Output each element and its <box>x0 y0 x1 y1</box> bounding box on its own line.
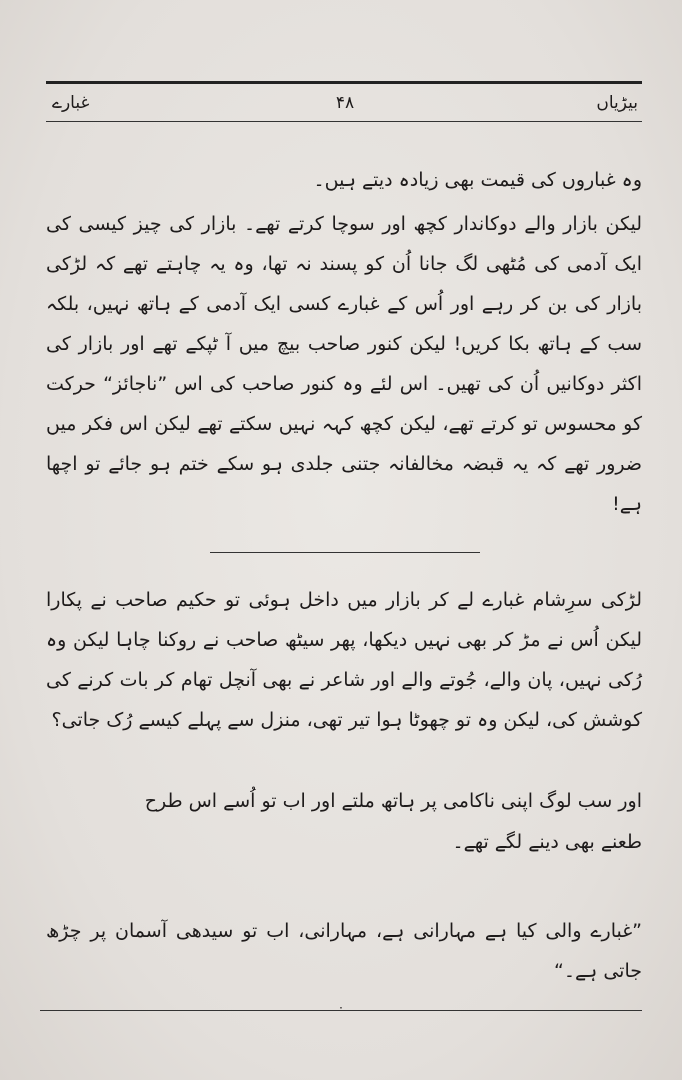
footer-mark: ۰ <box>337 1000 345 1014</box>
running-header <box>52 88 638 118</box>
paragraph-4: اور سب لوگ اپنی ناکامی پر ہاتھ ملتے اور اب تو اُسے اس طرح <box>144 790 642 812</box>
paragraph-3: لڑکی سرِشام غبارے لے کر بازار میں داخل ہوئی تو حکیم صاحب نے پکارا لیکن اُس نے مڑ کر بھی نہیں دیکھا، پھر سیٹھ صاحب نے روکنا چاہا لیکن وہ رُکی نہیں، پان والے، جُوتے والے اور شاعر نے بھی آنچل تھام کر بات کرنے کی کوشش کی، لیکن وہ تو چھوٹا ہوا تیر تھی، منزل سے پہلے کیسے رُک جاتی؟ <box>46 589 642 731</box>
paragraph-1: وہ غباروں کی قیمت بھی زیادہ دیتے ہیں۔ <box>313 169 642 191</box>
header-bottom-rule <box>46 121 642 122</box>
paragraph-2: لیکن بازار والے دوکاندار کچھ اور سوچا کرتے تھے۔ بازار کی چیز کیسی کی ایک آدمی کی مُٹھی لگ جانا اُن کو پسند نہ تھا، وہ یہ چاہتے تھے کہ لڑکی بازار کی بن کر رہے اور اُس کے غبارے کسی ایک آدمی کے ہاتھ نہیں، بلکہ سب کے ہاتھ بکا کریں! لیکن کنور صاحب بیچ میں آ ٹپکے تھے اور بازار کی اکثر دوکانیں اُن کی تھیں۔ اس لئے وہ کنور صاحب کی اس ”ناجائز“ حرکت کو محسوس تو کرتے تھے، لیکن کچھ کہہ نہیں سکتے تھے لیکن اس فکر میں ضرور تھے کہ یہ قبضہ مخالفانہ جتنی جلدی ہو سکے ختم ہو جائے تو اچھا ہے! <box>46 213 642 515</box>
header-chapter-title: غبارے <box>52 93 90 113</box>
section-separator <box>210 552 480 553</box>
paragraph-6: ”غبارے والی کیا ہے مہارانی ہے، مہارانی، اب تو سیدھی آسمان پر چڑھ جاتی ہے۔“ <box>46 920 642 982</box>
header-top-rule <box>46 81 642 84</box>
page-number: ۴۸ <box>335 93 355 113</box>
header-book-title: بیڑیاں <box>596 93 638 113</box>
footer-rule <box>40 1010 642 1011</box>
paragraph-5: طعنے بھی دینے لگے تھے۔ <box>452 831 642 853</box>
